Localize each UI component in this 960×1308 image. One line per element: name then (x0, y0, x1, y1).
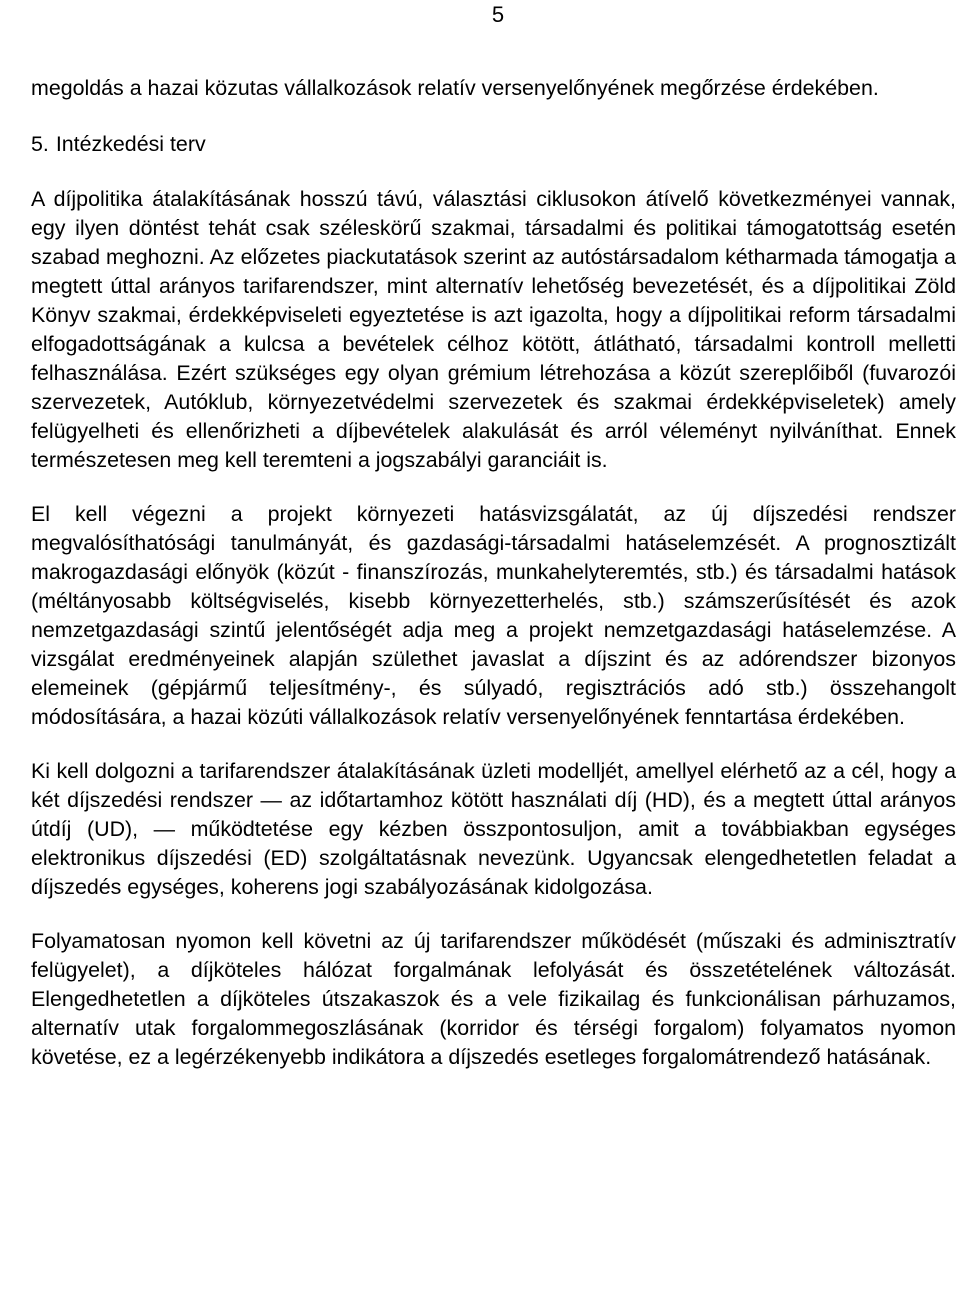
section-title: Intézkedési terv (55, 132, 206, 156)
paragraph: Folyamatosan nyomon kell követni az új tarifarendszer működését (műszaki és adminisztratív felügyelet), a díjköteles hálózat forgalmának lefolyását és összetételének változását. Elengedhetetlen a díjköteles útszakaszok és a vele fizikailag és funkcionálisan párhuzamos, alternatív utak forgalommegoszlásának (korridor és térségi forgalom) folyamatos nyomon követése, ez a legérzékenyebb indikátora a díjszedés esetleges forgalomátrendező hatásának. (31, 929, 956, 1069)
section-heading (31, 130, 956, 159)
page-number: 5 (491, 2, 505, 27)
paragraph: El kell végezni a projekt környezeti hatásvizsgálatát, az új díjszedési rendszer megvalósíthatósági tanulmányát, és gazdasági-társadalmi hatáselemzését. A prognosztizált makrogazdasági előnyök (közút - finanszírozás, munkahelyteremtés, stb.) és társadalmi hatások (méltányosabb költségviselés, kisebb környezetterhelés, stb.) számszerűsítését és azok nemzetgazdasági szintű jelentőségét adja meg a projekt nemzetgazdasági hatáselemzése. A vizsgálat eredményeinek alapján születhet javaslat a díjszint és az adórendszer bizonyos elemeinek (gépjármű teljesítmény-, és súlyadó, regisztrációs adó stb.) összehangolt módosítására, a hazai közúti vállalkozások relatív versenyelőnyének fenntartása érdekében. (31, 502, 956, 729)
intro-paragraph: megoldás a hazai közutas vállalkozások relatív versenyelőnyének megőrzése érdekében. (31, 76, 879, 100)
paragraph: A díjpolitika átalakításának hosszú távú, választási ciklusokon átívelő következményei vannak, egy ilyen döntést tehát csak széleskörű szakmai, társadalmi és politikai támogatottság esetén szabad meghozni. Az előzetes piackutatások szerint az autóstársadalom kétharmada támogatja a megtett úttal arányos tarifarendszer, mint alternatív lehetőség bevezetését, és a díjpolitikai Zöld Könyv szakmai, érdekképviseleti egyeztetése is azt igazolta, hogy a díjpolitikai reform társadalmi elfogadottságának a kulcsa a bevételek célhoz kötött, átlátható, társadalmi kontroll melletti felhasználása. Ezért szükséges egy olyan grémium létrehozása a közút szereplőiből (fuvarozói szervezetek, Autóklub, környezetvédelmi szervezetek és szakmai érdekképviseletek) amely felügyelheti és ellenőrizheti a díjbevételek alakulását és arról véleményt nyilváníthat. Ennek természetesen meg kell teremteni a jogszabályi garanciáit is. (31, 187, 956, 472)
section-number: 5. (31, 132, 49, 156)
document-body (31, 74, 956, 1072)
paragraph: Ki kell dolgozni a tarifarendszer átalakításának üzleti modelljét, amellyel elérhető az a cél, hogy a két díjszedési rendszer — az időtartamhoz kötött használati díj (HD), és a megtett úttal arányos útdíj (UD), — működtetése egy kézben összpontosuljon, amit a továbbiakban egységes elektronikus díjszedési (ED) szolgáltatásnak nevezünk. Ugyancsak elengedhetetlen feladat a díjszedés egységes, koherens jogi szabályozásának kidolgozása. (31, 759, 956, 899)
